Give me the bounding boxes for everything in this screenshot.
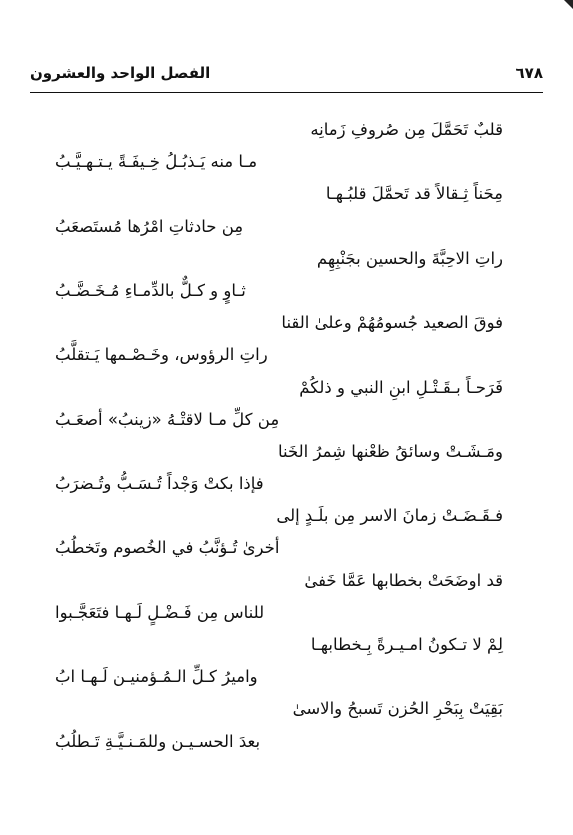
verse-line: واميرُ كـلِّ الـمُـؤمنيـن لَـهـا ابُ xyxy=(55,667,258,687)
verse-line: ثـاوٍ و كـلٌّ بالدِّمـاءِ مُـخَـضَّـبُ xyxy=(55,280,246,300)
verse-line: بَقِيَتْ بِبَحْرِ الحُزن تَسبحُ والاسىٰ xyxy=(292,699,503,719)
verse-line: مِن كلِّ مـا لاقتْـهُ «زينبُ» أصعَـبُ xyxy=(55,409,280,429)
verse-line: فـقَـضَـتْ زمانَ الاسر مِن بلَـدٍ إلى xyxy=(276,506,503,526)
page-corner-mark xyxy=(564,0,573,9)
verse-line: فوقَ الصعيد جُسومُهُمْ وعلىٰ القنا xyxy=(281,313,503,333)
verse-line: فَرَحـاً بـقَـتْـلِ ابنِ النبي و ذلكُمْ xyxy=(299,377,503,397)
header-rule xyxy=(30,92,543,93)
verse-line: قلبٌ تَحَمَّلَ مِن صُروفِ زَمانِه xyxy=(310,120,503,139)
verse-line: مـا منه يَـذبُـلُ خِـيفَـةً يـتـهـيَّـبُ xyxy=(55,152,258,172)
verse-line: بعدَ الحسـيـن وللمَـنـيَّـةِ تَـطلُبُ xyxy=(55,731,261,751)
verse-line: فإذا بكتْ وَجْداً تُـسَـبُّ وتُـضرَبُ xyxy=(55,474,264,494)
verse-line: ومَـشَـتْ وسائقُ ظعْنها شِمرُ الخَنا xyxy=(278,441,503,461)
verse-line: راتِ الاحِبَّةَ والحسين بجَنْبِهِم xyxy=(316,248,503,268)
chapter-title: الفصل الواحد والعشرون xyxy=(30,64,211,82)
poem-verses xyxy=(55,114,503,758)
verse-line: مِحَناً ثِـقالاً قد تَحمَّلَ قلبُـهـا xyxy=(325,184,503,204)
verse-line: أخرىٰ تُـؤنَّبُ في الخُصوم وتَخطُبُ xyxy=(55,538,280,558)
verse-line: مِن حادثاتِ امْرُها مُستَصعَبُ xyxy=(55,216,244,236)
verse-line: للناس مِن فَـضْـلٍ لَـهـا فتَعَجَّـبوا xyxy=(55,602,265,622)
verse-line: لِمْ لا تـكونُ امـيـرةً بِـخطابهـا xyxy=(310,635,503,654)
page-number: ٦٧٨ xyxy=(515,64,543,82)
running-header xyxy=(30,58,543,88)
verse-line: راتِ الرؤوس، وخَـصْـمها يَـتقلَّبُ xyxy=(55,345,268,365)
verse-line: قد اوضَحَتْ بخطابها عَمَّا خَفىٰ xyxy=(304,570,503,590)
